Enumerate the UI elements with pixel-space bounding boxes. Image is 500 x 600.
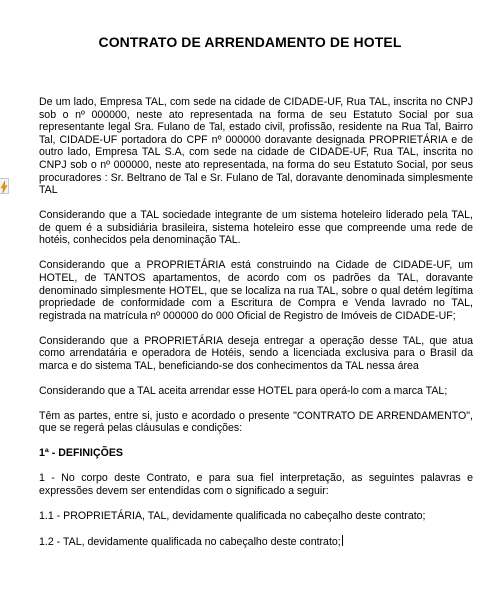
lightning-icon[interactable] xyxy=(0,178,9,194)
document-body[interactable] xyxy=(39,96,473,561)
paragraph-parties: De um lado, Empresa TAL, com sede na cidade de CIDADE-UF, Rua TAL, inscrita no CNPJ sob o nº 000000, neste ato representada na forma de seu Estatuto Social por sua representante legal Sra. Fulano de Tal, estado civil, profissão, residente na Rua Tal, Bairro Tal, CIDADE-UF portadora do CPF nº 000000 doravante designada PROPRIETÁRIA e de outro lado, Empresa TAL S.A, com sede na cidade de CIDADE-UF, Rua TAL, inscrita no CNPJ sob o nº 000000, neste ato representada, na forma do seu Estatuto Social, por seus procuradores : Sr. Beltrano de Tal e Sr. Fulano de Tal, doravante denominada simplesmente TAL xyxy=(39,96,473,197)
paragraph-considering-2: Considerando que a PROPRIETÁRIA está construindo na Cidade de CIDADE-UF, um HOTEL, de TANTOS apartamentos, de acordo com os padrões da TAL, doravante denominado simplesmente HOTEL, que se localiza na rua TAL, sobre o qual detém legítima propriedade de conformidade com a Escritura de Compra e Venda lavrado no TAL, registrada na matrícula nº 000000 do 000 Oficial de Registro de Imóveis de CIDADE-UF; xyxy=(39,259,473,322)
document-title: CONTRATO DE ARRENDAMENTO DE HOTEL xyxy=(98,34,402,50)
clause-1-1: 1.1 - PROPRIETÁRIA, TAL, devidamente qualificada no cabeçalho deste contrato; xyxy=(39,509,426,522)
lightning-icon-glyph xyxy=(0,181,8,193)
clause-1: 1 - No corpo deste Contrato, e para sua fiel interpretação, as seguintes palavras e expressões devem ser entendidas com o significado a seguir: xyxy=(39,472,473,497)
paragraph-considering-3: Considerando que a PROPRIETÁRIA deseja entregar a operação desse TAL, que atua como arrendatária e operadora de Hotéis, sendo a licenciada exclusiva para o Brasil da marca e do sistema TAL, beneficiando-se dos conhecimentos da TAL nessa área xyxy=(39,334,473,372)
clause-1-2 xyxy=(39,535,473,549)
paragraph-agreement: Têm as partes, entre si, justo e acordado o presente "CONTRATO DE ARRENDAMENTO", que se regerá pelas cláusulas e condições: xyxy=(39,409,473,435)
section-heading-definitions: 1ª - DEFINIÇÕES xyxy=(39,447,123,460)
paragraph-considering-1: Considerando que a TAL sociedade integrante de um sistema hoteleiro liderado pela TAL, de quem é a subsidiária brasileira, sistema hoteleiro esse que compreende uma rede de hotéis, conhecidos pela denominação TAL. xyxy=(39,209,473,247)
clause-1-2-text: 1.2 - TAL, devidamente qualificada no cabeçalho deste contrato; xyxy=(39,535,341,548)
paragraph-considering-4: Considerando que a TAL aceita arrendar esse HOTEL para operá-lo com a marca TAL; xyxy=(39,384,448,397)
text-cursor xyxy=(342,535,343,546)
